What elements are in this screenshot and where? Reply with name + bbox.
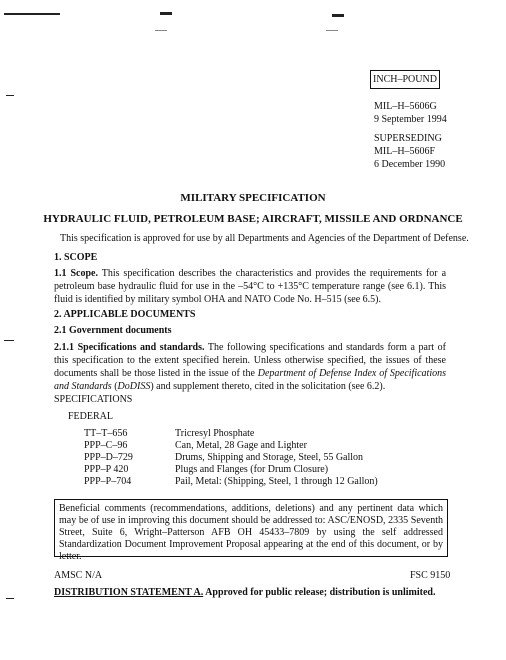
document-number: MIL–H–5606G <box>374 101 437 112</box>
scan-mark <box>332 14 344 17</box>
dodiss-abbrev: DoDISS <box>117 381 151 392</box>
dodiss-title: Department of Defense Index of Specifications and Standards <box>54 368 446 392</box>
superseded-number: MIL–H–5606F <box>374 146 436 157</box>
spec-code: PPP–C–96 <box>84 440 128 451</box>
spec-code: TT–T–656 <box>84 428 128 439</box>
spec-title: Drums, Shipping and Storage, Steel, 55 Gallon <box>175 452 364 463</box>
specs-text-paren: ( <box>111 381 118 392</box>
fsc-label: FSC 9150 <box>410 570 451 581</box>
specs-text: The following specifications and standards form a part of this specification to the extent specified herein. Unless otherwise specified, the issues of these documents shall be those listed in the issue of the <box>54 342 446 379</box>
scan-mark <box>4 340 14 341</box>
amsc-label: AMSC N/A <box>54 570 103 581</box>
scan-mark <box>155 30 167 31</box>
scope-text: This specification describes the characteristics and provides the requirements for a petroleum base hydraulic fluid for use in the –54°C to +135°C temperature range (see 6.1). This fluid is identified by military symbol OHA and NATO Code No. H–515 (see 6.5). <box>54 268 447 305</box>
government-documents-heading: 2.1 Government documents <box>54 325 172 336</box>
table-row <box>84 452 378 464</box>
spec-code: PPP–P 420 <box>84 464 129 475</box>
beneficial-comments-box: Beneficial comments (recommendations, additions, deletions) and any pertinent data which may be of use in improving this document should be addressed to: ASC/ENOSD, 2335 Seventh Street, Suite 6, Wright–Patterson AFB OH 45433–7809 by using the self addressed Standardization Document Improvement Proposal appearing at the end of this document, or by letter. <box>54 499 448 557</box>
federal-label: FEDERAL <box>68 411 113 422</box>
inch-pound-box: INCH–POUND <box>370 70 440 89</box>
specs-text-end: ) and supplement thereto, cited in the solicitation (see 6.2). <box>150 381 386 392</box>
distribution-text: Approved for public release; distribution is unlimited. <box>203 587 436 598</box>
spec-title: Tricresyl Phosphate <box>175 428 255 439</box>
approval-statement: This specification is approved for use by all Departments and Agencies of the Department of Defense. <box>60 233 469 244</box>
specifications-paragraph <box>54 341 446 393</box>
specs-label: 2.1.1 Specifications and standards. <box>54 342 205 353</box>
federal-specs-table <box>84 428 378 488</box>
distribution-statement <box>54 587 435 598</box>
superseding-label: SUPERSEDING <box>374 133 442 144</box>
table-row <box>84 428 378 440</box>
scan-mark <box>160 12 172 15</box>
spec-code: PPP–D–729 <box>84 452 133 463</box>
spec-title: Plugs and Flanges (for Drum Closure) <box>175 464 329 475</box>
applicable-documents-heading: 2. APPLICABLE DOCUMENTS <box>54 309 196 320</box>
table-row <box>84 476 378 488</box>
spec-title: Can, Metal, 28 Gage and Lighter <box>175 440 307 451</box>
document-identification <box>374 100 447 171</box>
superseded-date: 6 December 1990 <box>374 159 446 170</box>
table-row <box>84 440 378 452</box>
table-row <box>84 464 378 476</box>
scope-paragraph <box>54 267 446 306</box>
scope-label: 1.1 Scope. <box>54 268 98 279</box>
scan-mark <box>6 95 14 96</box>
document-date: 9 September 1994 <box>374 114 447 125</box>
distribution-label: DISTRIBUTION STATEMENT A. <box>54 587 204 598</box>
spec-title: Pail, Metal: (Shipping, Steel, 1 through 12 Gallon) <box>175 476 378 487</box>
spec-code: PPP–P–704 <box>84 476 132 487</box>
document-title: MILITARY SPECIFICATION <box>180 192 326 204</box>
scan-mark <box>326 30 338 31</box>
scope-heading: 1. SCOPE <box>54 252 98 263</box>
document-subtitle: HYDRAULIC FLUID, PETROLEUM BASE; AIRCRAFT, MISSILE AND ORDNANCE <box>43 213 463 225</box>
scan-mark <box>6 598 14 599</box>
specifications-label: SPECIFICATIONS <box>54 394 133 405</box>
scan-mark <box>4 13 60 15</box>
